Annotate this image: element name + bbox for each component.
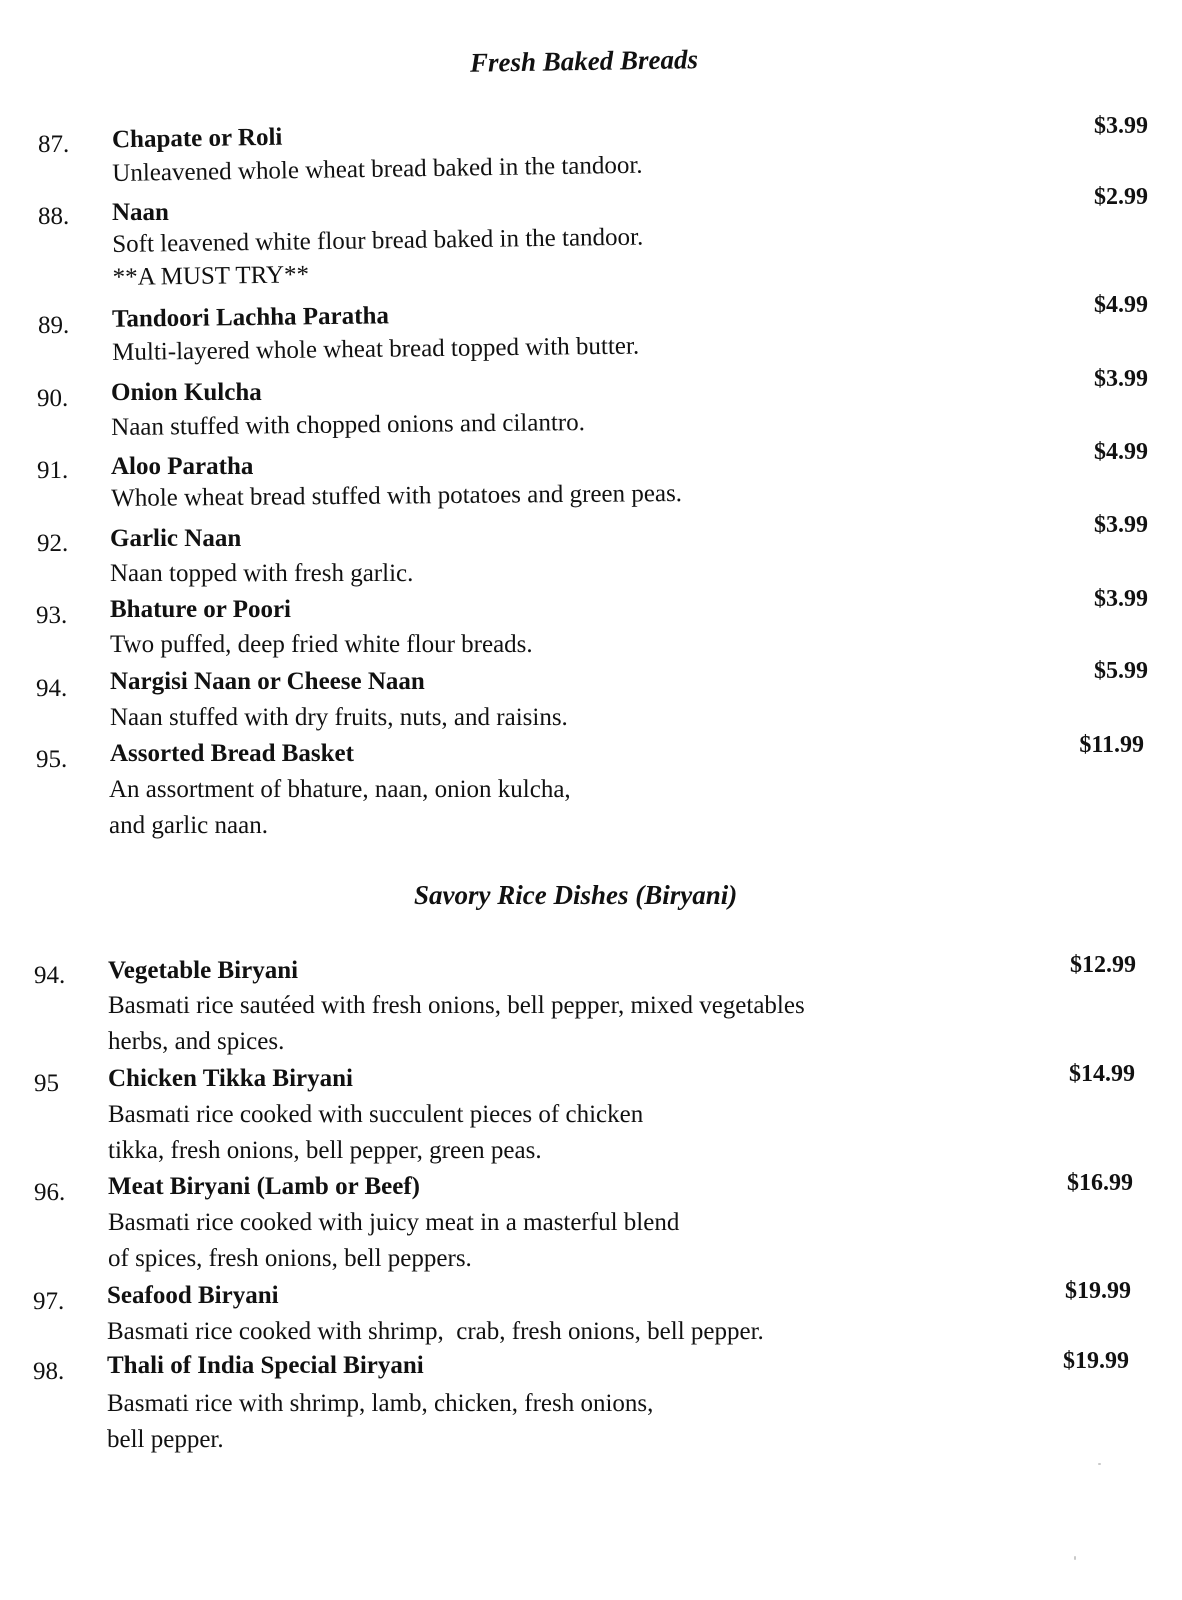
item-description: Naan stuffed with chopped onions and cilantro.	[111, 409, 586, 441]
item-number: 91.	[37, 457, 69, 484]
item-description: Basmati rice cooked with juicy meat in a masterful blend of spices, fresh onions, bell peppers.	[108, 1209, 680, 1272]
item-description: Two puffed, deep fried white flour breads.	[110, 631, 533, 658]
scan-speck	[1074, 1556, 1076, 1560]
item-price: $12.99	[1070, 952, 1136, 978]
item-price: $3.99	[1094, 586, 1148, 612]
item-price: $3.99	[1094, 366, 1148, 392]
item-number: 98.	[33, 1358, 65, 1385]
item-price: $4.99	[1094, 292, 1148, 318]
item-price: $3.99	[1094, 512, 1148, 538]
item-price: $14.99	[1069, 1061, 1135, 1087]
item-name: Seafood Biryani	[107, 1282, 279, 1309]
item-description: Basmati rice cooked with shrimp, crab, fresh onions, bell pepper.	[107, 1318, 764, 1345]
item-number: 95.	[36, 746, 68, 773]
item-name: Meat Biryani (Lamb or Beef)	[108, 1173, 420, 1200]
item-name: Vegetable Biryani	[108, 957, 299, 984]
item-number: 94.	[34, 962, 66, 989]
item-price: $16.99	[1067, 1170, 1133, 1196]
item-number: 92.	[37, 530, 69, 557]
item-name: Thali of India Special Biryani	[107, 1352, 424, 1379]
item-description: Naan topped with fresh garlic.	[110, 560, 414, 587]
item-description: Whole wheat bread stuffed with potatoes and green peas.	[111, 480, 683, 512]
item-number: 87.	[38, 131, 70, 158]
item-price: $4.99	[1094, 439, 1148, 465]
item-name: Chapate or Roli	[111, 123, 283, 154]
item-description: Multi-layered whole wheat bread topped with butter.	[112, 332, 640, 366]
item-name: Nargisi Naan or Cheese Naan	[110, 668, 425, 695]
item-number: 97.	[33, 1288, 65, 1315]
item-price: $11.99	[1079, 732, 1144, 758]
item-name: Assorted Bread Basket	[110, 740, 354, 767]
item-number: 94.	[36, 675, 68, 702]
item-description: Basmati rice cooked with succulent pieces of chicken tikka, fresh onions, bell pepper, green peas.	[108, 1101, 644, 1164]
item-description: Naan stuffed with dry fruits, nuts, and raisins.	[110, 704, 568, 731]
item-name: Bhature or Poori	[110, 596, 292, 623]
section-title-biryani: Savory Rice Dishes (Biryani)	[414, 880, 738, 910]
item-name: Aloo Paratha	[111, 453, 254, 480]
section-title-breads: Fresh Baked Breads	[469, 44, 699, 78]
item-price: $3.99	[1094, 113, 1148, 139]
item-name: Chicken Tikka Biryani	[108, 1065, 353, 1092]
item-description: Unleavened whole wheat bread baked in the tandoor.	[112, 151, 643, 187]
item-description: Basmati rice with shrimp, lamb, chicken, fresh onions, bell pepper.	[107, 1390, 654, 1453]
item-price: $19.99	[1063, 1348, 1129, 1374]
item-number: 90.	[37, 385, 69, 412]
item-name: Garlic Naan	[110, 525, 242, 552]
item-price: $5.99	[1094, 658, 1148, 684]
item-number: 88.	[38, 203, 70, 230]
item-price: $2.99	[1094, 184, 1148, 210]
item-description: An assortment of bhature, naan, onion kulcha, and garlic naan.	[109, 776, 571, 839]
item-name: Naan	[112, 199, 169, 226]
item-price: $19.99	[1065, 1278, 1131, 1304]
item-name: Onion Kulcha	[111, 379, 262, 406]
item-name: Tandoori Lachha Paratha	[111, 302, 390, 333]
item-number: 95	[34, 1070, 59, 1097]
item-number: 96.	[34, 1179, 66, 1206]
item-description: Soft leavened white flour bread baked in the tandoor. **A MUST TRY**	[112, 223, 644, 291]
scan-speck	[1098, 1463, 1101, 1465]
item-number: 89.	[38, 312, 70, 339]
item-description: Basmati rice sautéed with fresh onions, bell pepper, mixed vegetables herbs, and spices.	[108, 992, 805, 1055]
item-number: 93.	[36, 602, 68, 629]
